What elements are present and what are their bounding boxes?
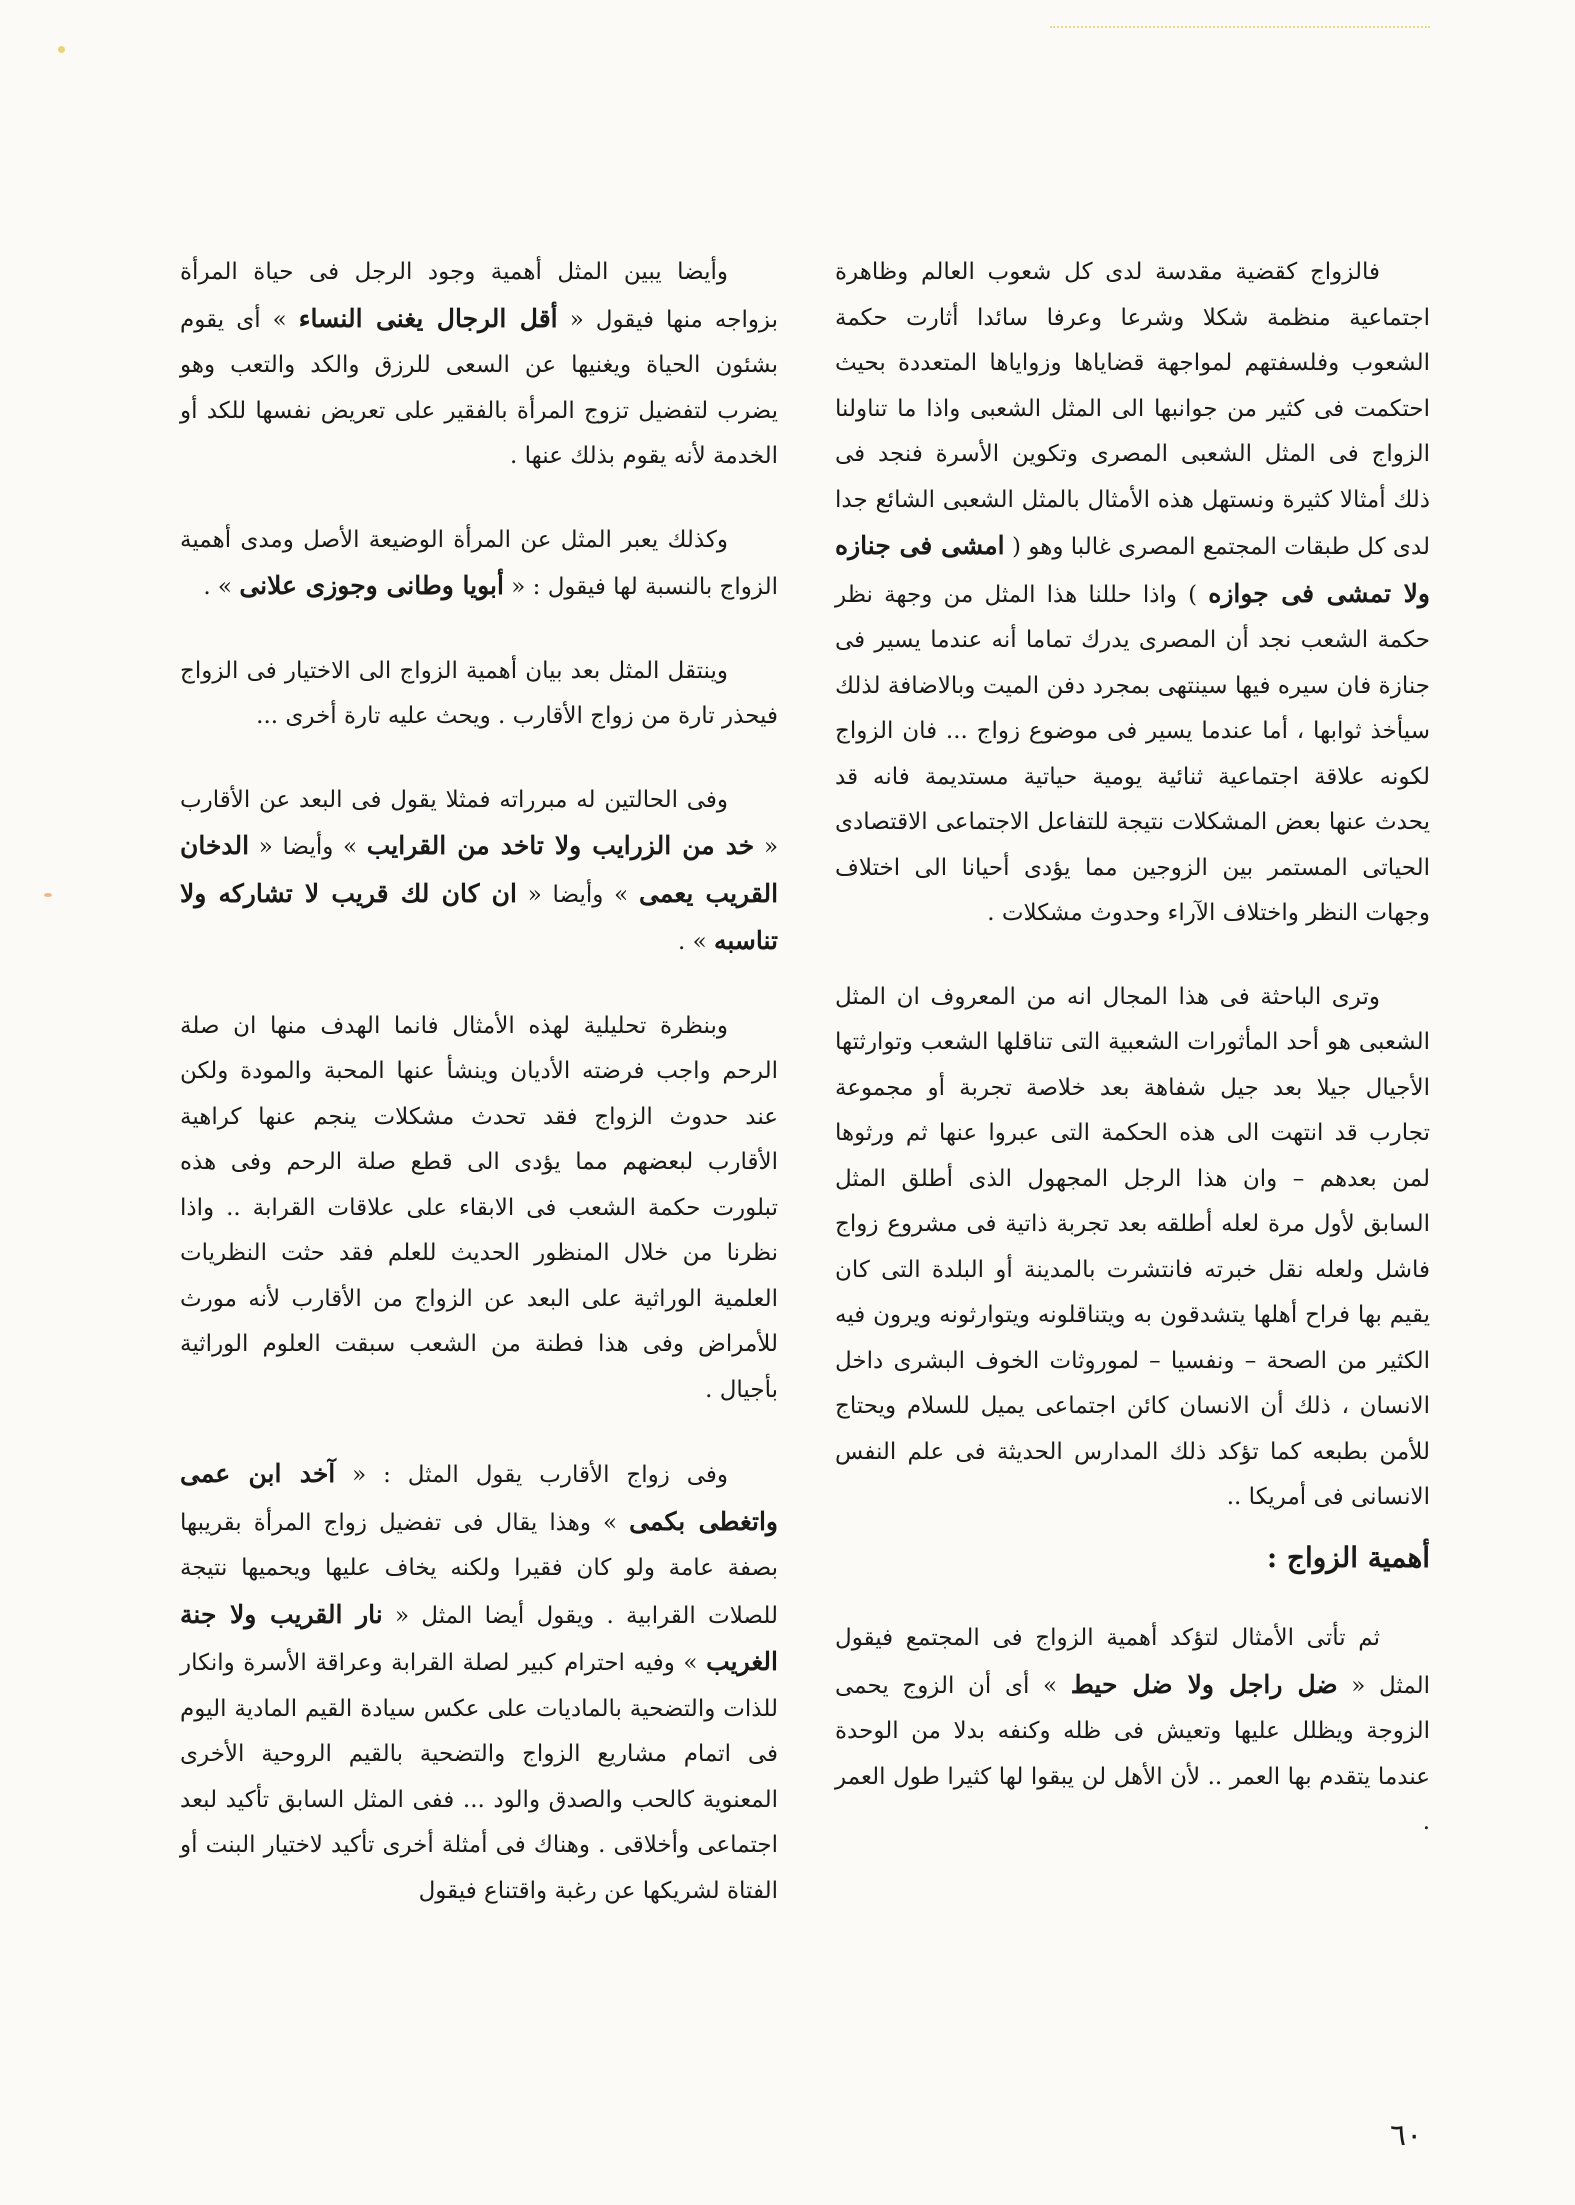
right-column: [835, 250, 1430, 1884]
paragraph: وترى الباحثة فى هذا المجال انه من المعروف ان المثل الشعبى هو أحد المأثورات الشعبية التى تناقلها الشعب وتوارثتها الأجيال جيلا بعد جيل شفاهة بعد خلاصة تجربة أو مجموعة تجارب قد انتهت الى هذه الحكمة التى عبروا عنها ثم ورثوها لمن بعدهم – وان هذا الرجل المجهول الذى أطلق المثل السابق لأول مرة لعله أطلقه بعد تجربة ذاتية فى مشروع زواج فاشل ولعله نقل خبرته فانتشرت بالمدينة أو البلدة التى كان يقيم بها فراح أهلها يتشدقون به ويتناقلونه ويتوارثونه ويرون فيه الكثير من الصحة – ونفسيا – لموروثات الخوف البشرى داخل الانسان ، ذلك أن الانسان كائن اجتماعى يميل للسلام ويحتاج للأمن بطبعه كما تؤكد ذلك المدارس الحديثة فى علم النفس الانسانى فى أمريكا ..: [835, 983, 1430, 1510]
paragraph: فالزواج كقضية مقدسة لدى كل شعوب العالم وظاهرة اجتماعية منظمة شكلا وشرعا وعرفا سائدا أثارت حكمة الشعوب وفلسفتهم لمواجهة قضاياها وزواياها المتعددة بحيث احتكمت فى كثير من جوانبها الى المثل الشعبى واذا ما تناولنا الزواج فى المثل الشعبى المصرى وتكوين الأسرة فنجد فى ذلك أمثالا كثيرة ونستهل هذه الأمثال بالمثل الشعبى الشائع جدا لدى كل طبقات المجتمع المصرى غالبا وهو ( امشى فى جنازه ولا تمشى فى جوازه ) واذا حللنا هذا المثل من وجهة نظر حكمة الشعب نجد أن المصرى يدرك تماما أنه عندما يسير فى جنازة فان سيره فيها سينتهى بمجرد دفن الميت وبالاضافة لذلك سيأخذ ثوابها ، أما عندما يسير فى موضوع زواج ... فان الزواج لكونه علاقة اجتماعية ثنائية يومية حياتية مستديمة فانه قد يحدث عنها بعض المشكلات نتيجة للتفاعل الاجتماعى الاقتصادى الحياتى المستمر بين الزوجين مما يؤدى أحيانا الى اختلاف وجهات النظر واختلاف الآراء وحدوث مشكلات .: [835, 259, 1431, 926]
paragraph: وفى زواج الأقارب يقول المثل : « آخد ابن عمى واتغطى بكمى » وهذا يقال فى تفضيل زواج المرأة بقريبها بصفة عامة ولو كان فقيرا ولكنه يخاف عليها ويحميها نتيجة للصلات القرابية . ويقول أيضا المثل « نار القريب ولا جنة الغريب » وفيه احترام كبير لصلة القرابة وعراقة الأسرة وانكار للذات والتضحية بالماديات على عكس سيادة القيم المادية اليوم فى اتمام مشاريع الزواج والتضحية بالقيم الروحية الأخرى المعنوية كالحب والصدق والود ... ففى المثل السابق تأكيد لبعد اجتماعى وأخلاقى . وهناك فى أمثلة أخرى تأكيد لاختيار البنت أو الفتاة لشريكها عن رغبة واقتناع فيقول: [180, 1459, 779, 1904]
proverb: أقل الرجال يغنى النساء: [298, 303, 558, 333]
proverb: الدخان القريب يعمى: [180, 831, 779, 908]
proverb: آخد ابن عمى واتغطى بكمى: [180, 1459, 779, 1536]
paragraph: وبنظرة تحليلية لهذه الأمثال فانما الهدف منها ان صلة الرحم واجب فرضته الأديان وينشأ عنها المحبة والمودة ولكن عند حدوث الزواج فقد تحدث مشكلات ينجم عنها كراهية الأقارب لبعضهم مما يؤدى الى قطع صلة الرحم وفى هذه تبلورت حكمة الشعب فى الابقاء على علاقات القرابة .. واذا نظرنا من خلال المنظور الحديث للعلم فقد حثت النظريات العلمية الوراثية على البعد عن الزواج من الأقارب لأنه مورث للأمراض وفى هذا فطنة من الشعب سبقت العلوم الوراثية بأجيال .: [180, 1012, 778, 1403]
paragraph: وكذلك يعبر المثل عن المرأة الوضيعة الأصل ومدى أهمية الزواج بالنسبة لها فيقول : « أبويا وطانى وجوزى علانى » .: [180, 526, 778, 600]
page-stain: [1050, 26, 1430, 28]
paragraph: وأيضا يبين المثل أهمية وجود الرجل فى حياة المرأة بزواجه منها فيقول « أقل الرجال يغنى النساء » أى يقوم بشئون الحياة ويغنيها عن السعى للرزق والكد والتعب وهو يضرب لتفضيل تزوج المرأة بالفقير على تعريض نفسها للكد أو الخدمة لأنه يقوم بذلك عنها .: [180, 259, 779, 469]
ink-speck: [44, 893, 52, 897]
page-number: ٦٠: [1390, 2118, 1423, 2153]
proverb: أبويا وطانى وجوزى علانى: [239, 571, 504, 600]
section-heading: أهمية الزواج :: [1266, 1540, 1430, 1574]
proverb: خد من الزرايب ولا تاخد من القرايب: [366, 831, 755, 860]
proverb: ضل راجل ولا ضل حيط: [1070, 1669, 1338, 1699]
proverb: امشى فى جنازه ولا تمشى فى جوازه: [835, 531, 1430, 608]
proverb: ان كان لك قريب لا تشاركه ولا تناسبه: [180, 878, 778, 955]
paragraph: ثم تأتى الأمثال لتؤكد أهمية الزواج فى المجتمع فيقول المثل « ضل راجل ولا ضل حيط » أى أن الزوج يحمى الزوجة ويظلل عليها وتعيش فى ظله وكنفه بدلا من الوحدة عندما يتقدم بها العمر .. لأن الأهل لن يبقوا لها كثيرا طول العمر .: [835, 1625, 1431, 1835]
left-column: [180, 250, 778, 1952]
paragraph: وينتقل المثل بعد بيان أهمية الزواج الى الاختيار فى الزواج فيحذر تارة من زواج الأقارب . ويحث عليه تارة أخرى ...: [180, 657, 778, 729]
proverb: نار القريب ولا جنة الغريب: [180, 1599, 778, 1676]
ink-speck: [58, 46, 65, 53]
paragraph: وفى الحالتين له مبرراته فمثلا يقول فى البعد عن الأقارب « خد من الزرايب ولا تاخد من القرايب » وأيضا « الدخان القريب يعمى » وأيضا « ان كان لك قريب لا تشاركه ولا تناسبه » .: [180, 786, 779, 955]
